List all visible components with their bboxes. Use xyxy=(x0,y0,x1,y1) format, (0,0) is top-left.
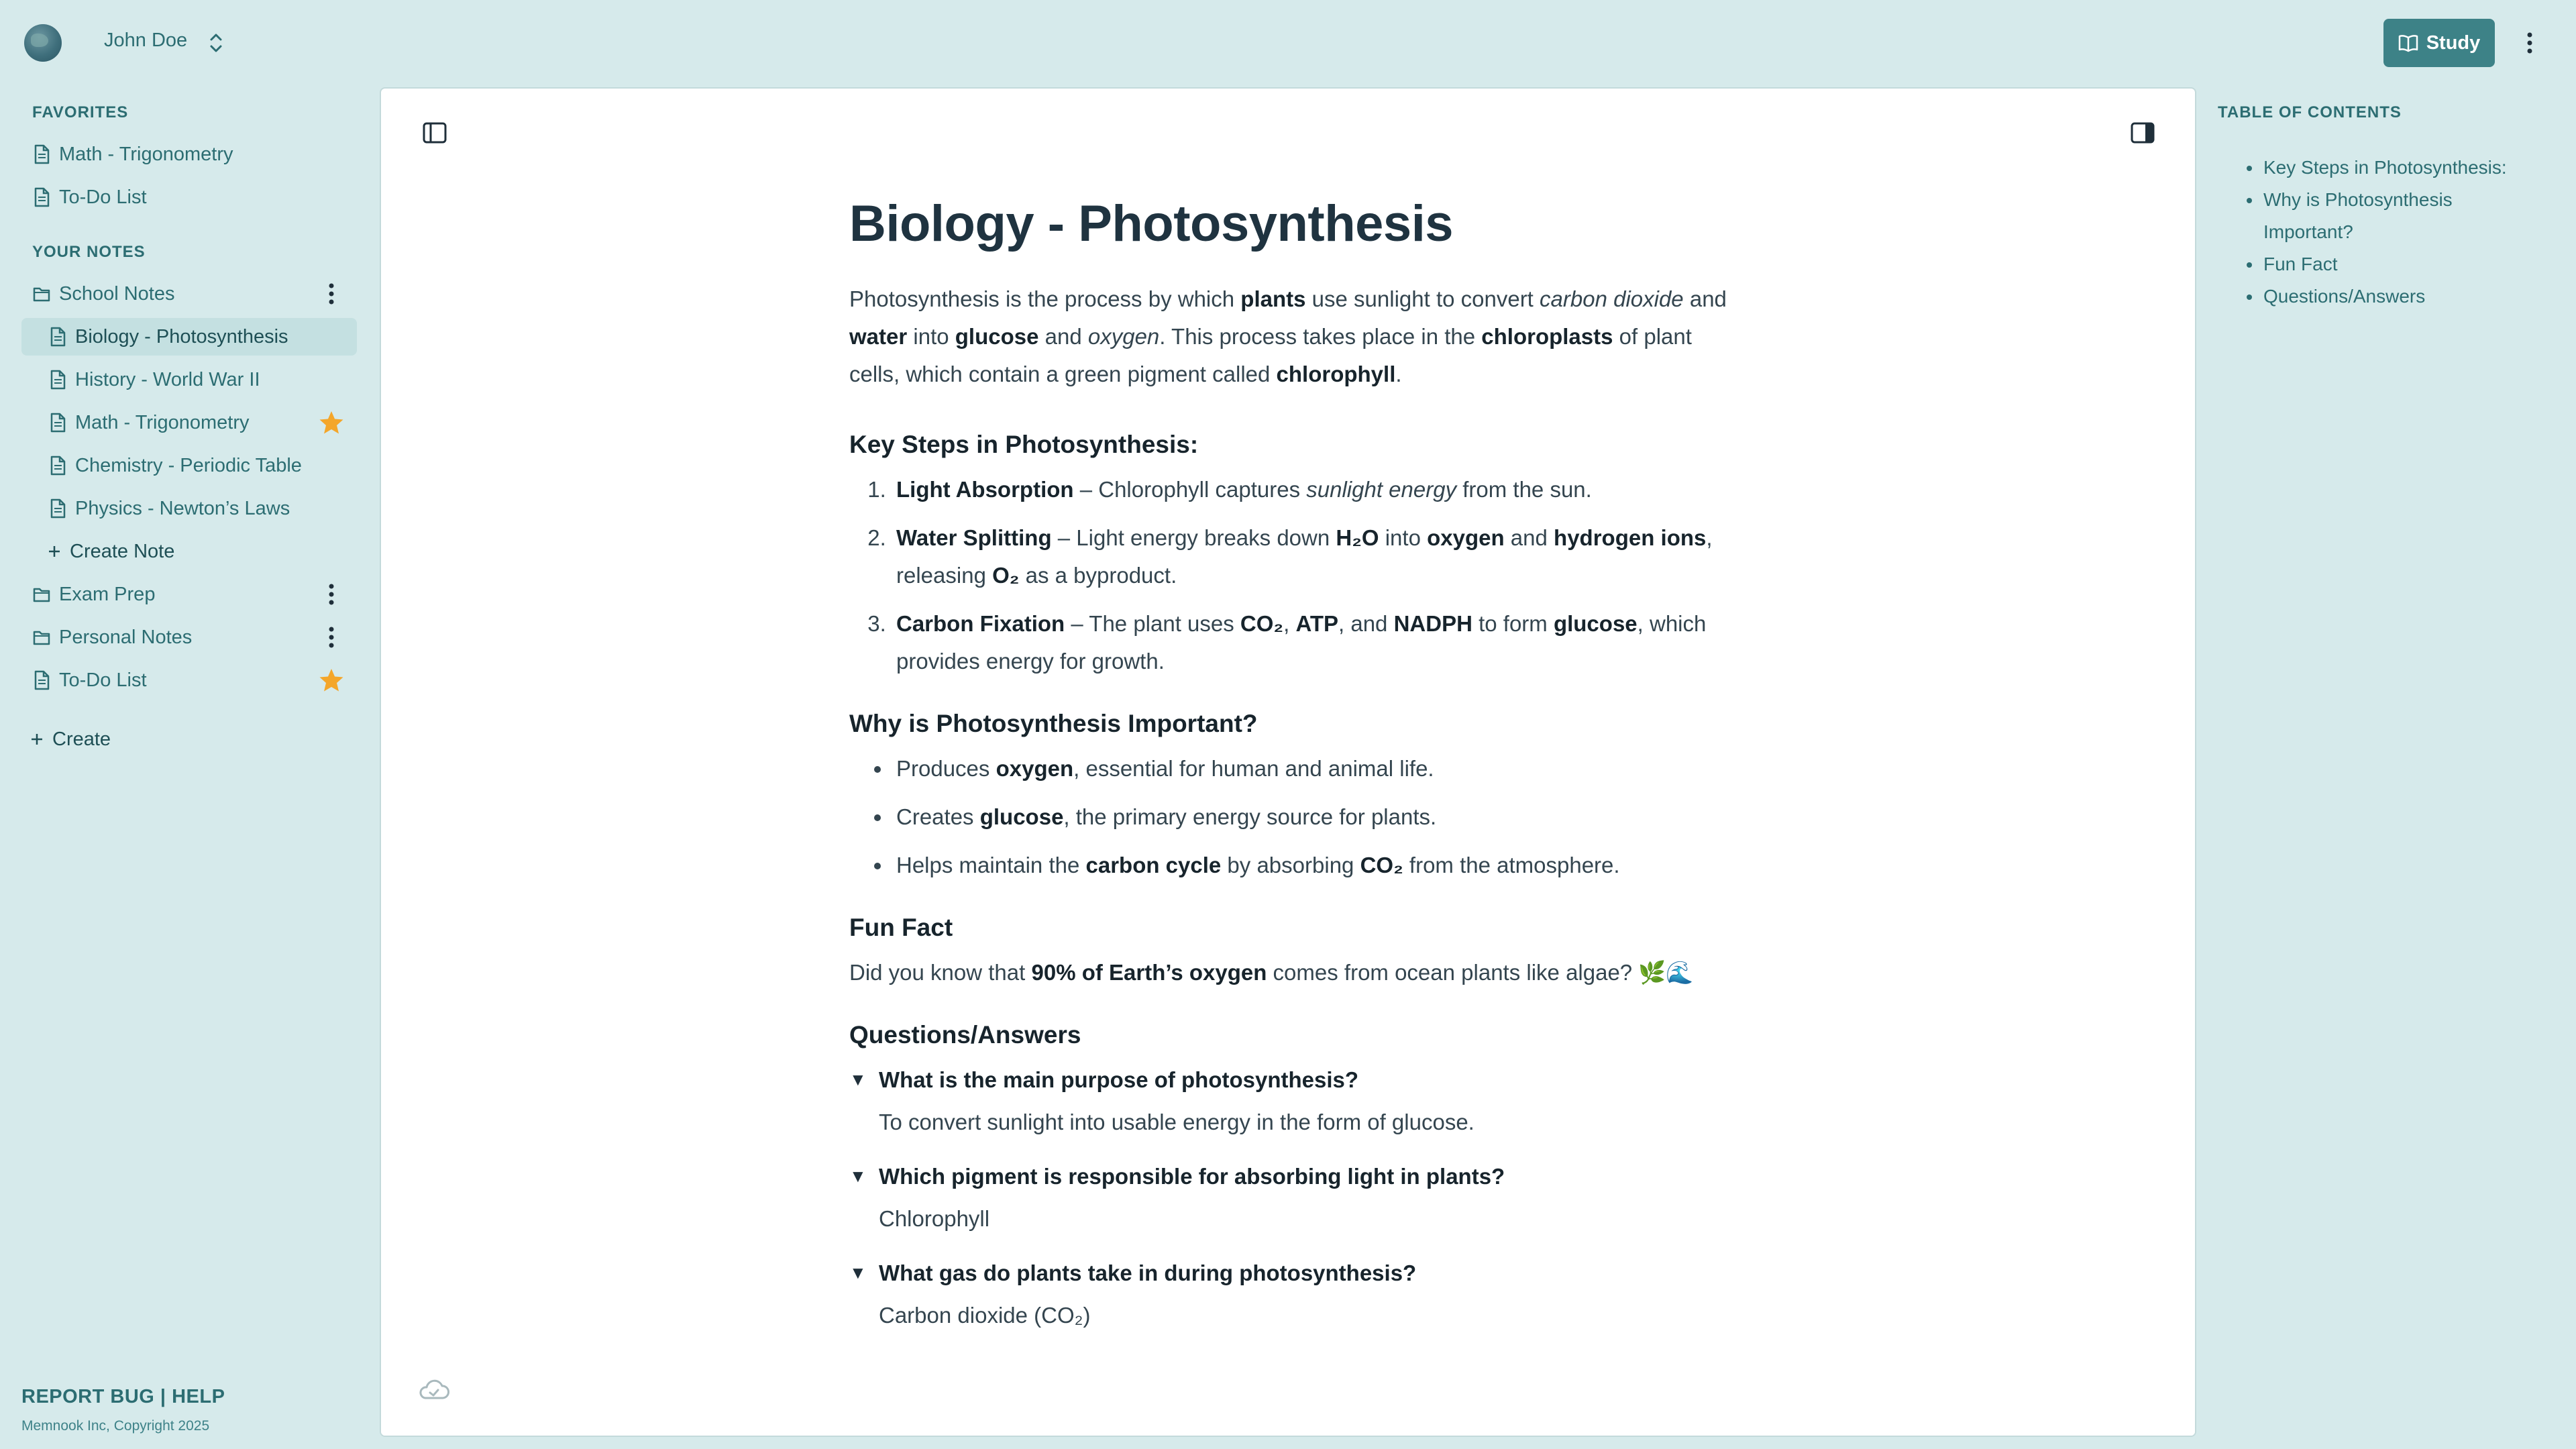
favorite-item[interactable] xyxy=(32,136,354,173)
triangle-down-icon: ▼ xyxy=(849,1263,867,1283)
folder-label: School Notes xyxy=(59,282,175,305)
plus-icon xyxy=(28,729,46,750)
document-icon xyxy=(32,186,51,208)
folder-icon xyxy=(32,627,51,648)
more-vertical-icon[interactable] xyxy=(322,278,341,310)
copyright: Memnook Inc, Copyright 2025 xyxy=(21,1418,210,1434)
create-button[interactable] xyxy=(28,720,189,758)
sidebar-item-to-do-list[interactable] xyxy=(32,661,301,699)
triangle-down-icon: ▼ xyxy=(849,1069,867,1090)
list-item: • Produces oxygen, essential for human and animal life. xyxy=(892,750,1741,788)
avatar[interactable] xyxy=(24,24,62,62)
toc-item[interactable]: • Fun Fact xyxy=(2262,248,2536,280)
toc-item[interactable]: • Why is Photosynthesis Important? xyxy=(2262,184,2536,248)
importance-list xyxy=(849,750,1741,884)
report-bug-help-links[interactable]: REPORT BUG | HELP xyxy=(21,1386,225,1407)
sidebar xyxy=(0,86,376,1449)
star-icon[interactable] xyxy=(318,667,345,694)
sidebar-item-math-trigonometry[interactable] xyxy=(48,404,310,441)
study-button[interactable] xyxy=(2383,19,2495,67)
sidebar-item-history-world-war-ii[interactable] xyxy=(48,361,317,398)
folder-label: Personal Notes xyxy=(59,626,193,648)
qa-heading: Questions/Answers xyxy=(849,1020,1081,1049)
more-vertical-icon[interactable] xyxy=(322,578,341,610)
cloud-saved-icon xyxy=(417,1377,451,1403)
toc-title: TABLE OF CONTENTS xyxy=(2218,103,2402,121)
importance-heading: Why is Photosynthesis Important? xyxy=(849,709,1258,737)
sidebar-item-biology-photosynthesis[interactable] xyxy=(21,318,357,356)
user-name[interactable]: John Doe xyxy=(104,30,188,51)
table-of-contents xyxy=(2220,152,2536,313)
plus-icon xyxy=(46,541,63,562)
key-steps-heading: Key Steps in Photosynthesis: xyxy=(849,430,1199,458)
star-icon[interactable] xyxy=(318,409,345,436)
folder-exam-prep[interactable] xyxy=(32,576,314,613)
list-item: 2. Water Splitting – Light energy breaks down H₂O into oxygen and hydrogen ions, releasing O₂ as a byproduct. xyxy=(892,519,1741,594)
intro-paragraph: Photosynthesis is the process by which plants use sunlight to convert carbon dioxide and water into glucose and oxygen. This process takes place in the chloroplasts of plant cells, which contain a green pigment called chlorophyll. xyxy=(849,286,1727,386)
qa-item[interactable] xyxy=(849,1158,1741,1244)
toggle-right-sidebar-icon[interactable] xyxy=(2129,119,2156,146)
note-label: To-Do List xyxy=(59,669,147,691)
book-icon xyxy=(2398,34,2418,52)
toggle-left-sidebar-icon[interactable] xyxy=(421,119,448,146)
page-title: Biology - Photosynthesis xyxy=(849,195,1454,252)
qa-answer: To convert sunlight into usable energy in the form of glucose. xyxy=(879,1109,1474,1134)
note-label: Physics - Newton’s Laws xyxy=(75,497,290,519)
triangle-down-icon: ▼ xyxy=(849,1166,867,1187)
top-bar xyxy=(0,0,2576,86)
your-notes-label: YOUR NOTES xyxy=(32,243,146,261)
document-icon xyxy=(32,669,51,691)
folder-personal-notes[interactable] xyxy=(32,619,314,656)
list-item: 1. Light Absorption – Chlorophyll captures sunlight energy from the sun. xyxy=(892,471,1741,508)
qa-question[interactable]: ▼ Which pigment is responsible for absorbing light in plants? xyxy=(849,1163,1505,1189)
sidebar-item-chemistry-periodic-table[interactable] xyxy=(48,447,330,484)
folder-icon xyxy=(32,283,51,305)
note-label: Chemistry - Periodic Table xyxy=(75,454,302,476)
list-item: • Helps maintain the carbon cycle by absorbing CO₂ from the atmosphere. xyxy=(892,847,1741,884)
list-item: 3. Carbon Fixation – The plant uses CO₂, ATP, and NADPH to form glucose, which provides energy for growth. xyxy=(892,605,1741,680)
note-content[interactable] xyxy=(849,196,1741,1340)
qa-answer: Carbon dioxide (CO₂) xyxy=(879,1302,1091,1328)
folder-icon xyxy=(32,584,51,605)
note-label: Biology - Photosynthesis xyxy=(75,325,288,347)
qa-question[interactable]: ▼ What gas do plants take in during photosynthesis? xyxy=(849,1260,1417,1285)
scroll-fade xyxy=(381,1355,2195,1436)
qa-item[interactable] xyxy=(849,1061,1741,1147)
create-note-label: Create Note xyxy=(70,540,175,562)
folder-school-notes[interactable] xyxy=(32,275,314,313)
document-icon xyxy=(48,498,67,519)
fun-fact-heading: Fun Fact xyxy=(849,913,953,941)
document-icon xyxy=(48,369,67,390)
folder-label: Exam Prep xyxy=(59,583,156,605)
create-label: Create xyxy=(52,728,111,750)
chevron-up-down-icon[interactable] xyxy=(207,30,225,56)
qa-item[interactable] xyxy=(849,1254,1741,1340)
qa-question[interactable]: ▼ What is the main purpose of photosynthesis? xyxy=(849,1067,1359,1092)
note-label: Math - Trigonometry xyxy=(75,411,250,433)
sidebar-item-physics-newtons-laws[interactable] xyxy=(48,490,330,527)
toc-item[interactable]: • Questions/Answers xyxy=(2262,280,2536,313)
document-icon xyxy=(48,326,67,347)
document-panel xyxy=(380,87,2196,1437)
more-vertical-icon[interactable] xyxy=(322,621,341,653)
study-button-label: Study xyxy=(2426,32,2481,54)
favorite-item[interactable] xyxy=(32,178,354,216)
favorites-label: FAVORITES xyxy=(32,103,129,121)
create-note-button[interactable] xyxy=(46,533,247,570)
list-item: • Creates glucose, the primary energy source for plants. xyxy=(892,798,1741,836)
key-steps-list xyxy=(849,471,1741,680)
document-icon xyxy=(48,455,67,476)
toc-item[interactable]: • Key Steps in Photosynthesis: xyxy=(2262,152,2536,184)
more-vertical-icon[interactable] xyxy=(2519,27,2540,59)
fun-fact-paragraph: Did you know that 90% of Earth’s oxygen comes from ocean plants like algae? 🌿🌊 xyxy=(849,959,1694,985)
note-label: History - World War II xyxy=(75,368,260,390)
document-icon xyxy=(32,144,51,165)
document-icon xyxy=(48,412,67,433)
favorite-item-label: Math - Trigonometry xyxy=(59,143,233,165)
qa-answer: Chlorophyll xyxy=(879,1205,990,1231)
favorite-item-label: To-Do List xyxy=(59,186,147,208)
